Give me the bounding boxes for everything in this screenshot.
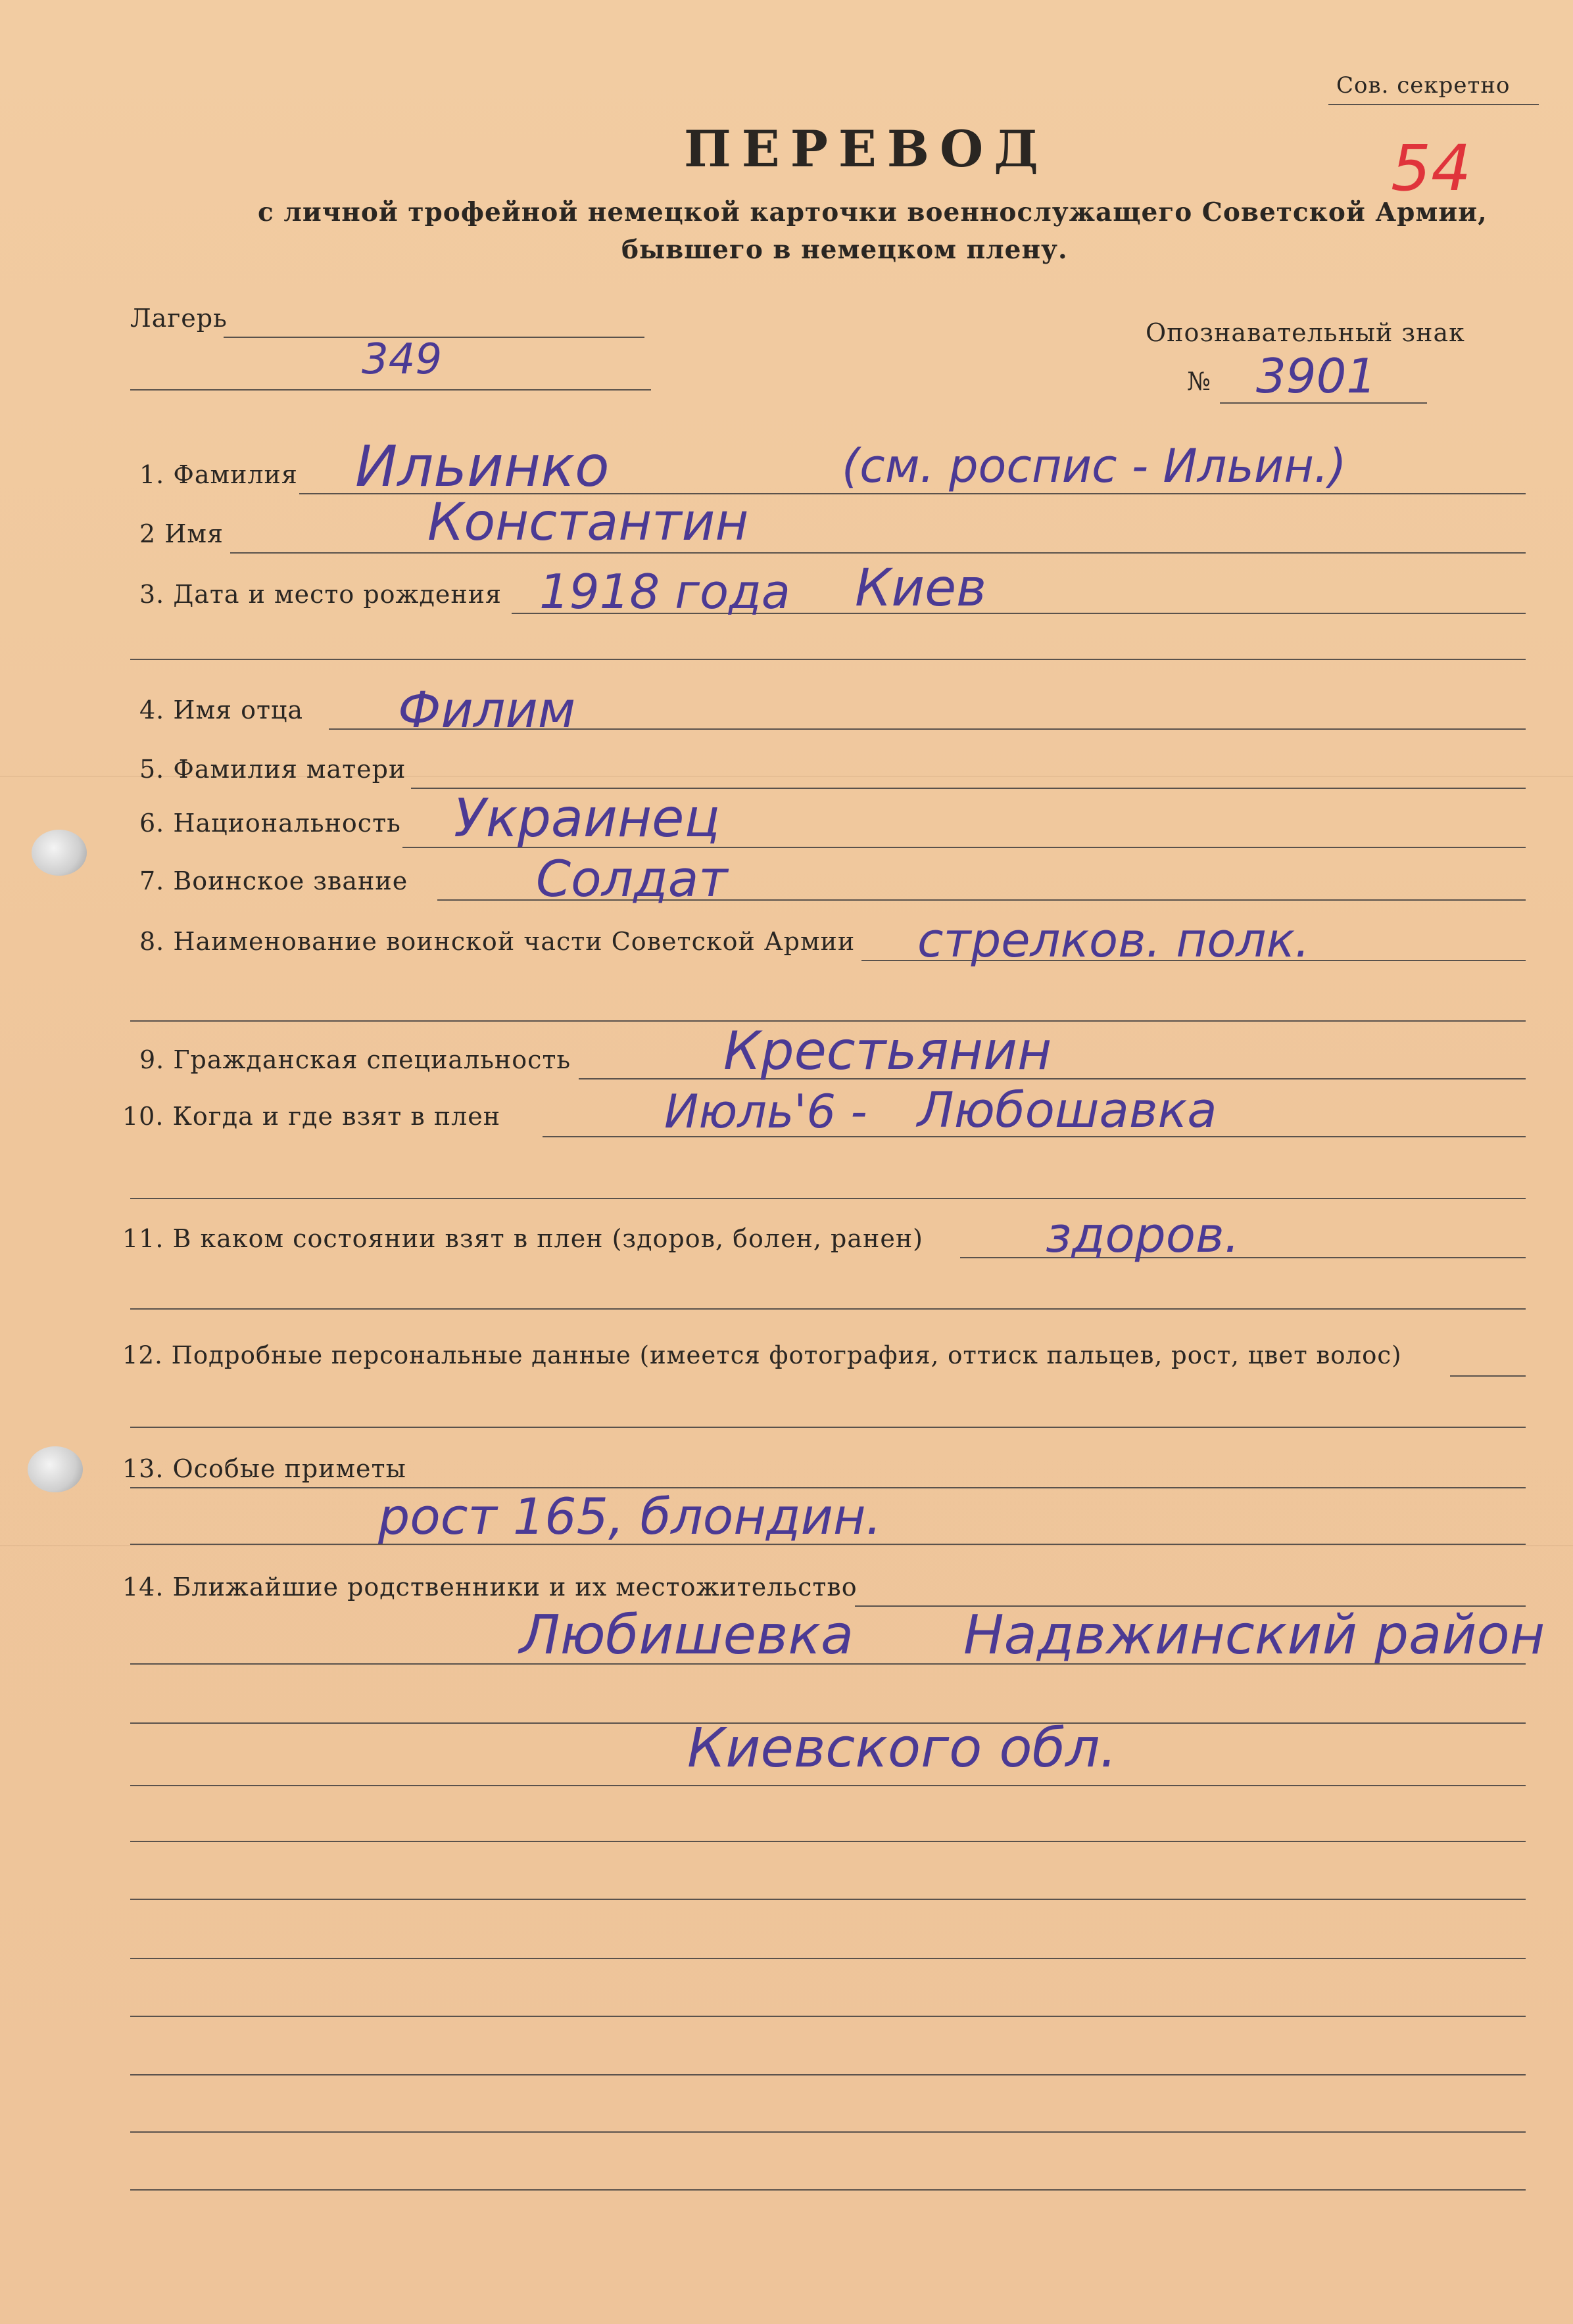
field-label: 5. Фамилия матери: [139, 755, 406, 784]
subtitle-line-1: с личной трофейной немецкой карточки военнослужащего Советской Армии,: [258, 197, 1488, 227]
field-label: 6. Национальность: [139, 809, 401, 838]
field-line: [130, 1663, 1526, 1665]
field-label: 10. Когда и где взят в плен: [122, 1102, 501, 1131]
field-line: [960, 1257, 1526, 1258]
punch-hole: [32, 830, 87, 876]
blank-line: [130, 1841, 1526, 1842]
id-tag-number-sign: №: [1187, 367, 1211, 396]
field-line: [130, 1722, 1526, 1724]
field-label: 4. Имя отца: [139, 696, 304, 724]
field-line: [130, 1198, 1526, 1199]
field-line: [130, 1308, 1526, 1310]
document-title: ПЕРЕВОД: [684, 120, 1049, 178]
field-value: Филим: [398, 680, 576, 739]
field-value: стрелков. полк.: [917, 913, 1310, 968]
camp-label: Лагерь: [130, 304, 228, 333]
field-line: [230, 552, 1526, 554]
field-value: Солдат: [536, 849, 728, 908]
blank-line: [130, 2131, 1526, 2133]
field-label: 14. Ближайшие родственники и их местожительство: [122, 1573, 858, 1601]
red-mark: 54: [1391, 131, 1472, 205]
blank-line: [130, 1899, 1526, 1900]
field-value: Июль'6 -: [664, 1085, 867, 1139]
field-note: (см. роспис - Ильин.): [842, 439, 1347, 493]
field-label: 7. Воинское звание: [139, 866, 408, 895]
field-value: Константин: [427, 493, 749, 552]
field-label: 13. Особые приметы: [122, 1454, 406, 1483]
field-label: 1. Фамилия: [139, 460, 298, 489]
id-tag-value: 3901: [1256, 348, 1377, 404]
field-line: [130, 1544, 1526, 1545]
field-label: 12. Подробные персональные данные (имеется фотография, оттиск пальцев, рост, цвет волос): [122, 1341, 1402, 1369]
field-value: здоров.: [1046, 1207, 1240, 1264]
field-value-2: Надвжинский район: [963, 1604, 1545, 1667]
field-value: 1918 года: [539, 564, 790, 619]
camp-line-2: [130, 389, 651, 391]
field-label: 3. Дата и место рождения: [139, 580, 502, 609]
subtitle-line-2: бывшего в немецком плену.: [621, 235, 1068, 265]
field-label: 8. Наименование воинской части Советской Армии: [139, 927, 856, 956]
blank-line: [130, 2074, 1526, 2075]
field-line: [579, 1078, 1526, 1079]
field-line: [130, 659, 1526, 660]
field-label: 2 Имя: [139, 519, 224, 548]
field-value: Украинец: [454, 788, 720, 849]
field-label: 11. В каком состоянии взят в плен (здоров, болен, ранен): [122, 1224, 923, 1253]
camp-value: 349: [362, 335, 443, 384]
blank-line: [130, 1958, 1526, 1959]
classification-label: Сов. секретно: [1336, 72, 1511, 99]
blank-line: [130, 2016, 1526, 2017]
field-value-3: Киевского обл.: [687, 1717, 1117, 1780]
id-tag-label: Опознавательный знак: [1146, 318, 1465, 347]
field-line: [130, 1427, 1526, 1428]
field-value-2: Киев: [855, 559, 987, 618]
field-value: Ильинко: [355, 434, 610, 500]
field-value: Любишевка: [520, 1604, 854, 1667]
field-value: Крестьянин: [723, 1020, 1052, 1081]
blank-line: [130, 1785, 1526, 1786]
punch-hole: [28, 1446, 83, 1492]
classification-underline: [1328, 104, 1539, 105]
field-value: рост 165, блондин.: [378, 1487, 882, 1546]
field-line: [1450, 1375, 1526, 1377]
field-label: 9. Гражданская специальность: [139, 1045, 571, 1074]
field-value-2: Любошавка: [917, 1082, 1217, 1139]
blank-line: [130, 2189, 1526, 2191]
